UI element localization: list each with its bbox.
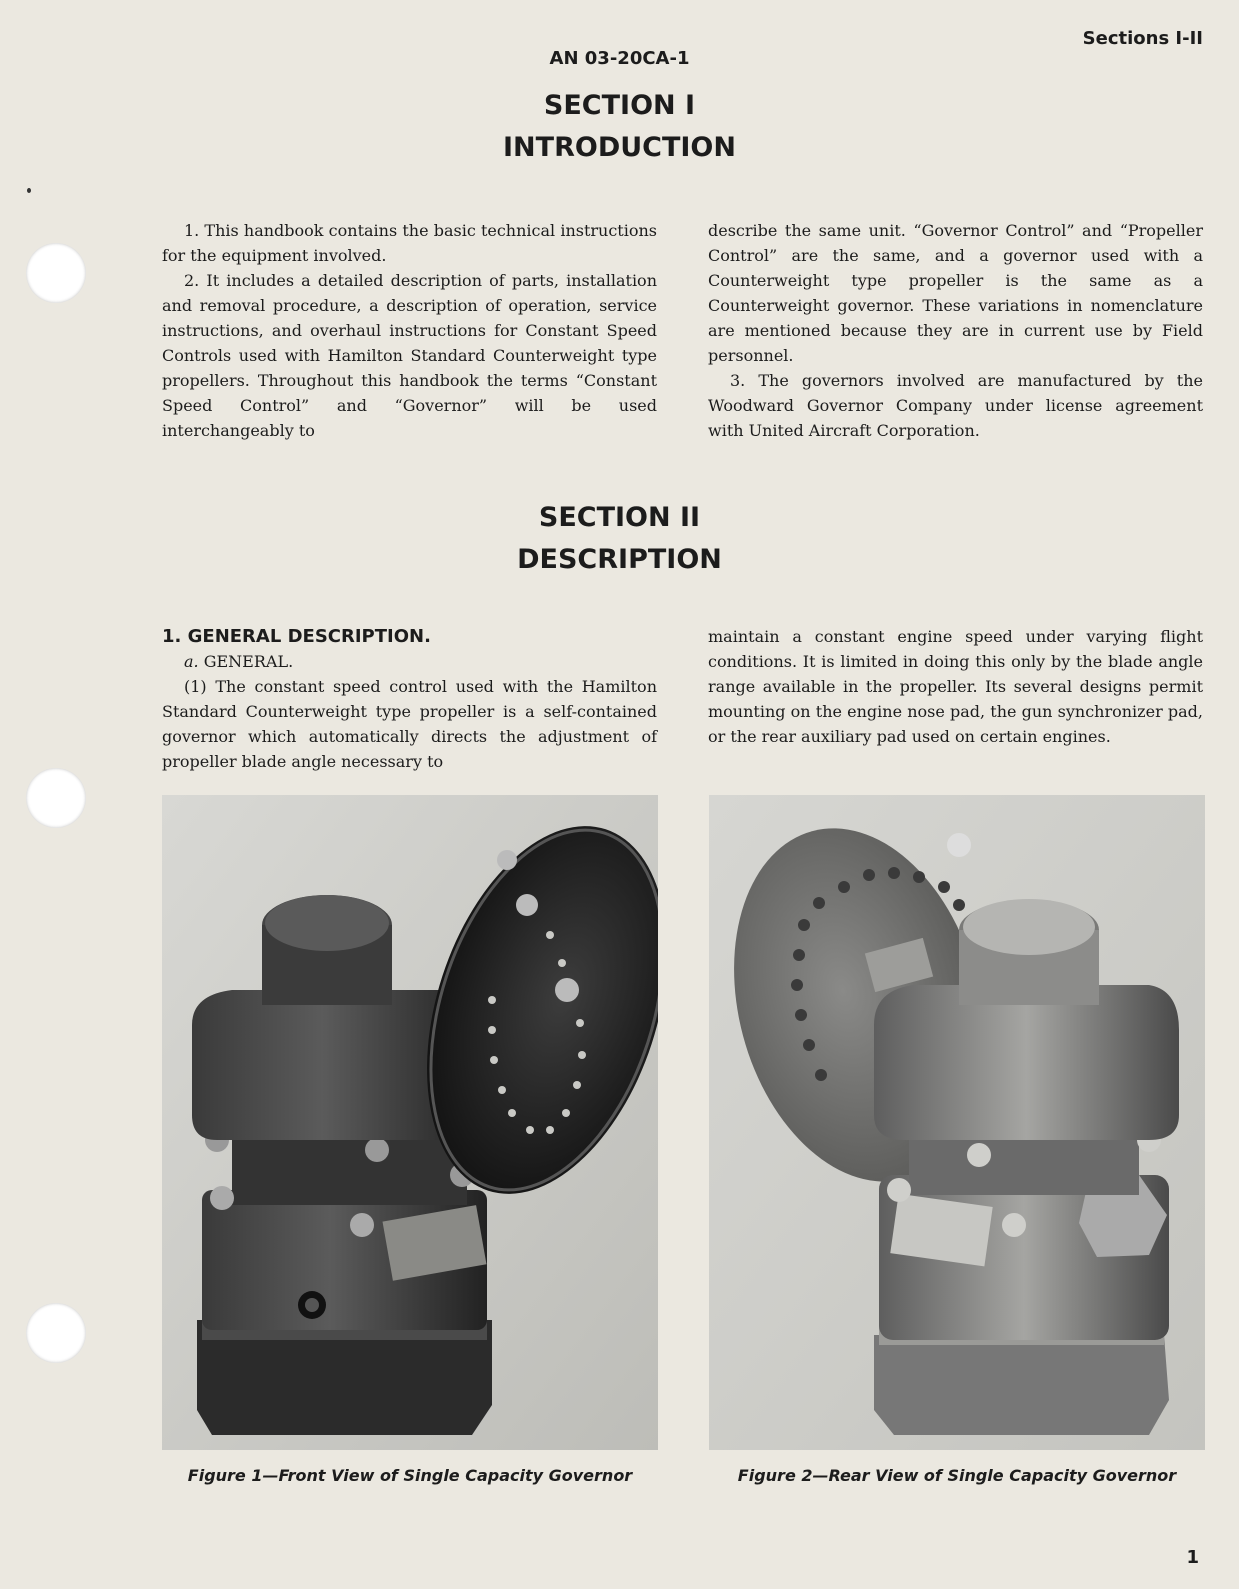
figure-1-caption: Figure 1—Front View of Single Capacity Governor (187, 1466, 633, 1485)
section2-title (0, 497, 1239, 581)
figure-2-photo (709, 795, 1205, 1450)
general-subheading (162, 649, 657, 674)
section2-right-column (708, 624, 1203, 749)
intro-paragraph-2-continued: describe the same unit. “Governor Control” and “Propeller Control” are the same, and a governor used with a Counterweight type propeller is the same as a Counterweight governor. These variations in nomenclature are mentioned because they are in current use by Field personnel. (708, 221, 1203, 365)
section2-left-column (162, 624, 657, 774)
punch-hole (26, 768, 86, 828)
subheading-text: GENERAL. (203, 652, 294, 671)
punch-hole (26, 243, 86, 303)
page-number: 1 (1186, 1547, 1199, 1568)
intro-paragraph-2: 2. It includes a detailed description of parts, installation and removal procedure, a description of operation, service instructions, and overhaul instructions for Constant Speed Controls used with Hamilton Standard Counterweight type propellers. Throughout this handbook the terms “Constant Speed Control” and “Governor” will be used interchangeably to (162, 271, 657, 440)
section1-title (0, 85, 1239, 169)
general-description-heading: 1. GENERAL DESCRIPTION. (162, 626, 431, 647)
intro-paragraph-3: 3. The governors involved are manufactured by the Woodward Governor Company under license agreement with United Aircraft Corporation. (708, 371, 1203, 440)
section1-title-line2: INTRODUCTION (503, 132, 736, 163)
general-paragraph-1: (1) The constant speed control used with the Hamilton Standard Counterweight type propeller is a self-contained governor which automatically directs the adjustment of propeller blade angle necessary to (162, 677, 657, 771)
general-paragraph-1-continued: maintain a constant engine speed under varying flight conditions. It is limited in doing this only by the blade angle range available in the propeller. Its several designs permit mounting on the engine nose pad, the gun synchronizer pad, or the rear auxiliary pad used on certain engines. (708, 627, 1203, 746)
document-number: AN 03-20CA-1 (549, 48, 690, 69)
section2-title-line2: DESCRIPTION (517, 544, 722, 575)
section2-title-line1: SECTION II (538, 502, 701, 533)
punch-hole (26, 1303, 86, 1363)
section1-left-column (162, 218, 657, 443)
sections-label: Sections I-II (1082, 28, 1203, 49)
section1-right-column (708, 218, 1203, 443)
subheading-marker: a. (184, 652, 199, 671)
intro-paragraph-1: 1. This handbook contains the basic technical instructions for the equipment involved. (162, 221, 657, 265)
figure-1-photo (162, 795, 658, 1450)
figure-2-caption: Figure 2—Rear View of Single Capacity Governor (737, 1466, 1177, 1485)
section1-title-line1: SECTION I (543, 90, 696, 121)
speck (27, 188, 31, 193)
